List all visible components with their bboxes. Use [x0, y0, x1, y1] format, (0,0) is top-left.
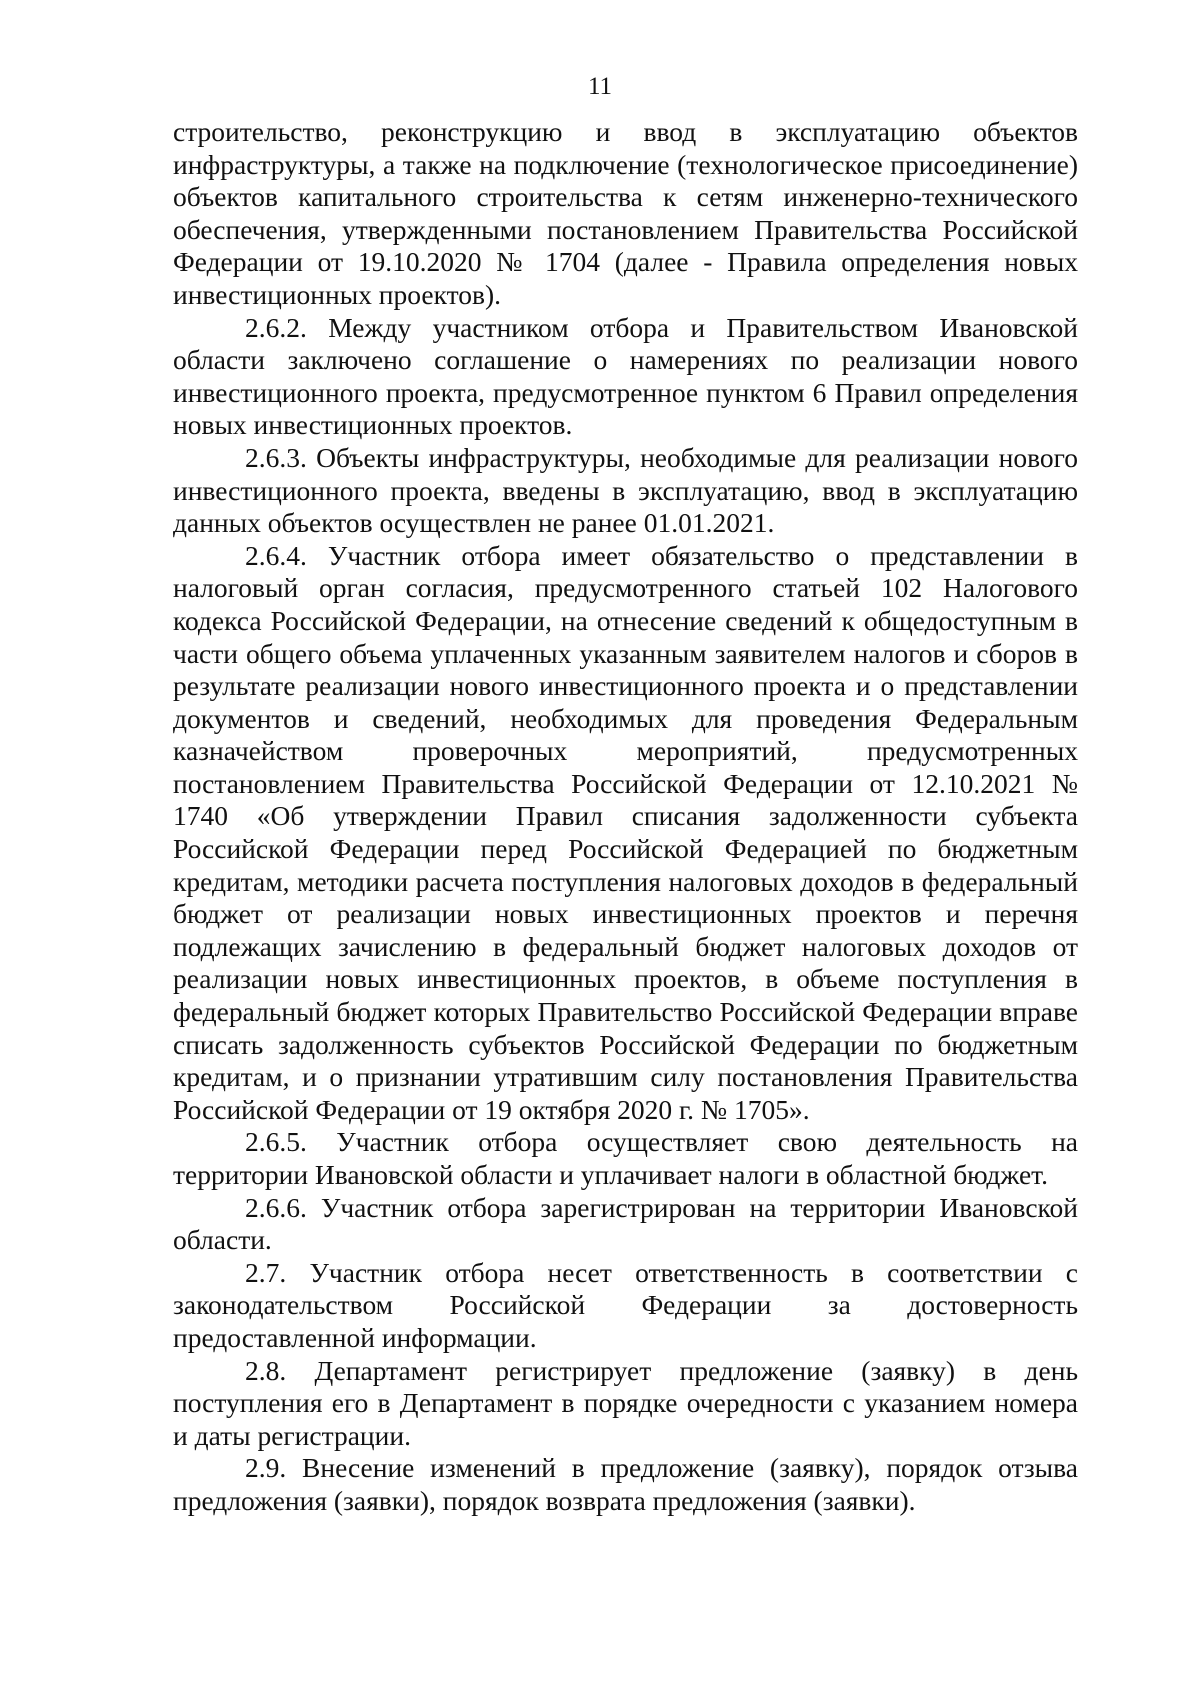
paragraph-2-6-4: 2.6.4. Участник отбора имеет обязательство о представлении в налоговый орган согласия, предусмотренного статьей 102 Налогового кодекса Российской Федерации, на отнесение сведений к общедоступным в части общего объема уплаченных указанным заявителем налогов и сборов в результате реализации нового инвестиционного проекта и о представлении документов и сведений, необходимых для проведения Федеральным казначейством проверочных мероприятий, предусмотренных постановлением Правительства Российской Федерации от 12.10.2021 № 1740 «Об утверждении Правил списания задолженности субъекта Российской Федерации перед Российской Федерацией по бюджетным кредитам, методики расчета поступления налоговых доходов в федеральный бюджет от реализации новых инвестиционных проектов и перечня подлежащих зачислению в федеральный бюджет налоговых доходов от реализации новых инвестиционных проектов, в объеме поступления в федеральный бюджет которых Правительство Российской Федерации вправе списать задолженность субъектов Российской Федерации по бюджетным кредитам, и о признании утратившим силу постановления Правительства Российской Федерации от 19 октября 2020 г. № 1705». [173, 539, 1078, 1125]
paragraph-2-6-2: 2.6.2. Между участником отбора и Правительством Ивановской области заключено соглашение о намерениях по реализации нового инвестиционного проекта, предусмотренное пунктом 6 Правил определения новых инвестиционных проектов. [173, 311, 1078, 441]
paragraph-2-6-6: 2.6.6. Участник отбора зарегистрирован на территории Ивановской области. [173, 1191, 1078, 1256]
paragraph-2-6-5: 2.6.5. Участник отбора осуществляет свою деятельность на территории Ивановской области и уплачивает налоги в областной бюджет. [173, 1126, 1078, 1190]
document-body [173, 116, 1078, 1518]
paragraph-continuation: строительство, реконструкцию и ввод в эксплуатацию объектов инфраструктуры, а также на подключение (технологическое присоединение) объектов капитального строительства к сетям инженерно-технического обеспечения, утвержденными постановлением Правительства Российской Федерации от 19.10.2020 № 1704 (далее - Правила определения новых инвестиционных проектов). [173, 116, 1078, 310]
paragraph-2-8: 2.8. Департамент регистрирует предложение (заявку) в день поступления его в Департамент в порядке очередности с указанием номера и даты регистрации. [173, 1354, 1078, 1451]
paragraph-2-6-3: 2.6.3. Объекты инфраструктуры, необходимые для реализации нового инвестиционного проекта, введены в эксплуатацию, ввод в эксплуатацию данных объектов осуществлен не ранее 01.01.2021. [173, 441, 1078, 539]
paragraph-2-7: 2.7. Участник отбора несет ответственность в соответствии с законодательством Российской Федерации за достоверность предоставленной информации. [173, 1256, 1078, 1353]
paragraph-2-9: 2.9. Внесение изменений в предложение (заявку), порядок отзыва предложения (заявки), порядок возврата предложения (заявки). [173, 1452, 1078, 1516]
page-number: 11 [587, 73, 613, 100]
